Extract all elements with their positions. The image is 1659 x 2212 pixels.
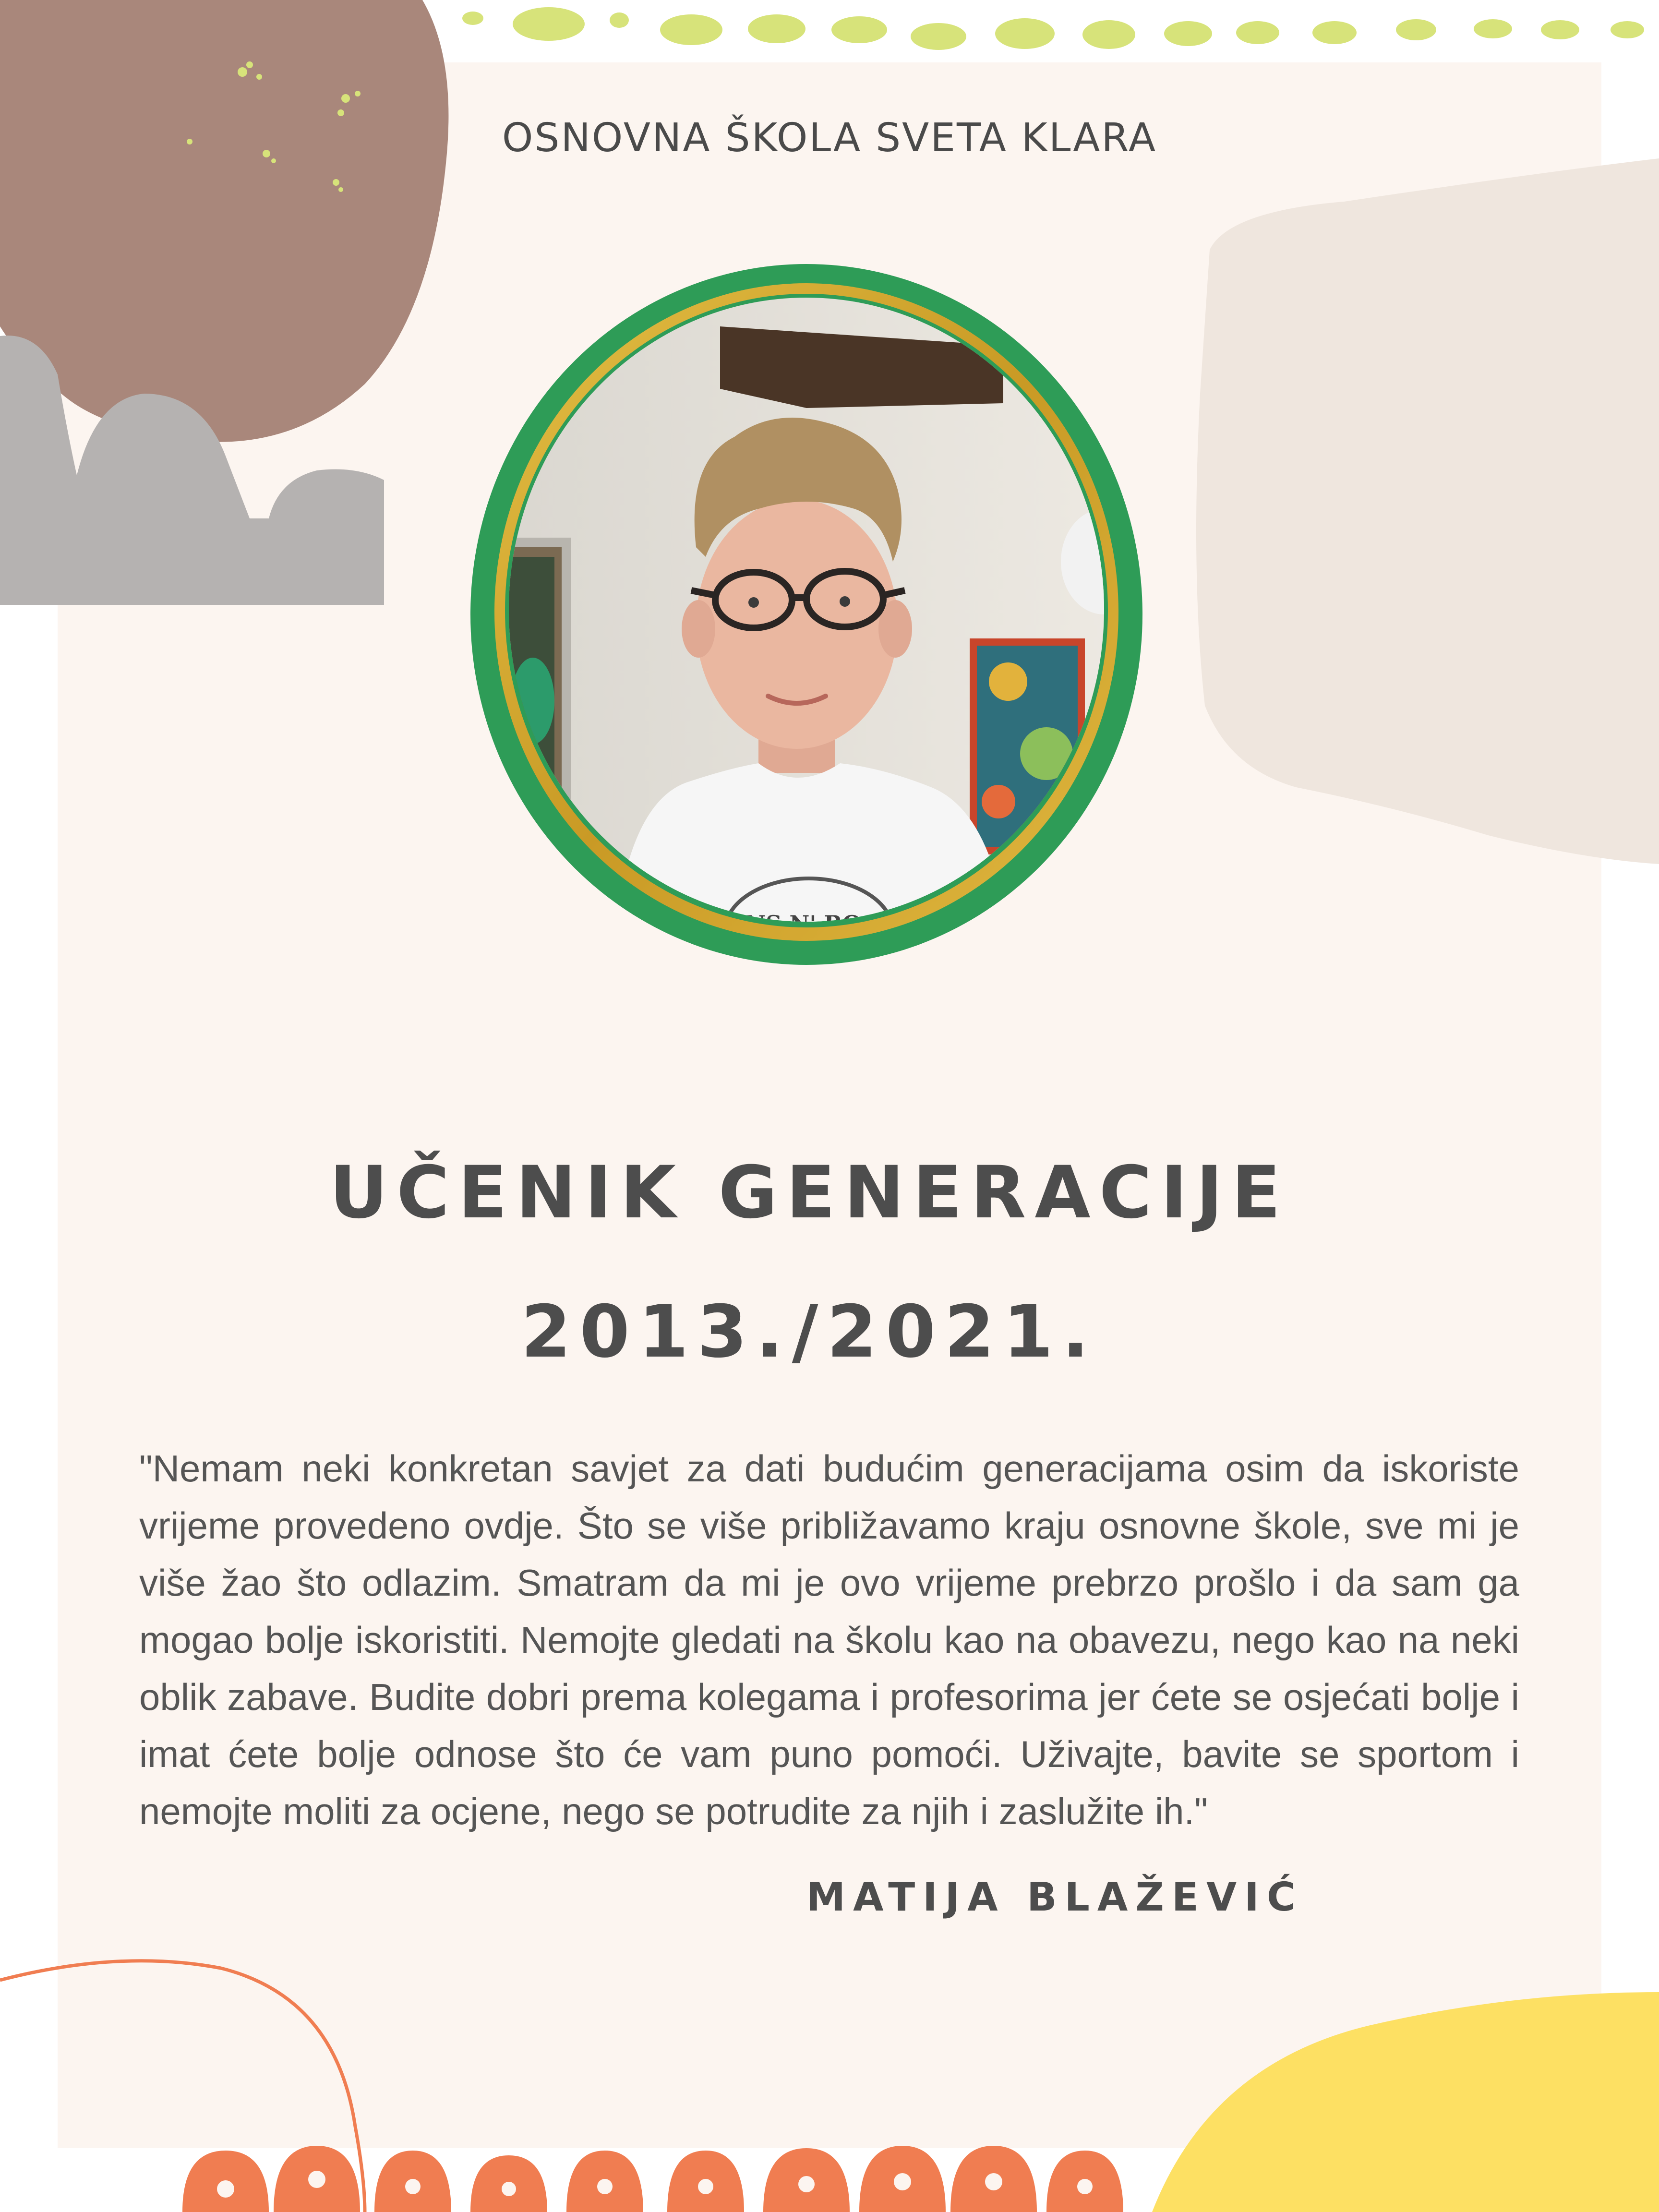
quote-text: "Nemam neki konkretan savjet za dati budućim generacijama osim da iskoriste vrijeme provedeno ovdje. Što se više približavamo kraju osnovne škole, sve mi je više žao što odlazim. Smatram da mi je ovo vrijeme prebrzo prošlo i da sam ga mogao bolje iskoristiti. Nemojte gledati na školu kao na obavezu, nego kao na neki oblik zabave. Budite dobri prema kolegama i profesorima jer ćete se osjećati bolje i imat ćete bolje odnose što će vam puno pomoći. Uživajte, bavite se sportom i nemojte moliti za ocjene, nego se potrudite za njih i zaslužite ih." [139,1447,1519,1832]
headline-title: UČENIK GENERACIJE [329,1151,1289,1235]
school-name: OSNOVNA ŠKOLA SVETA KLARA [502,115,1157,161]
photo [461,250,1152,989]
lime-dots [462,7,1644,50]
headline-years: 2013./2021. [521,1290,1098,1374]
author-name: MATIJA BLAŽEVIĆ [806,1875,1303,1920]
student-portrait [461,250,1152,989]
beige-blob [1196,158,1659,864]
